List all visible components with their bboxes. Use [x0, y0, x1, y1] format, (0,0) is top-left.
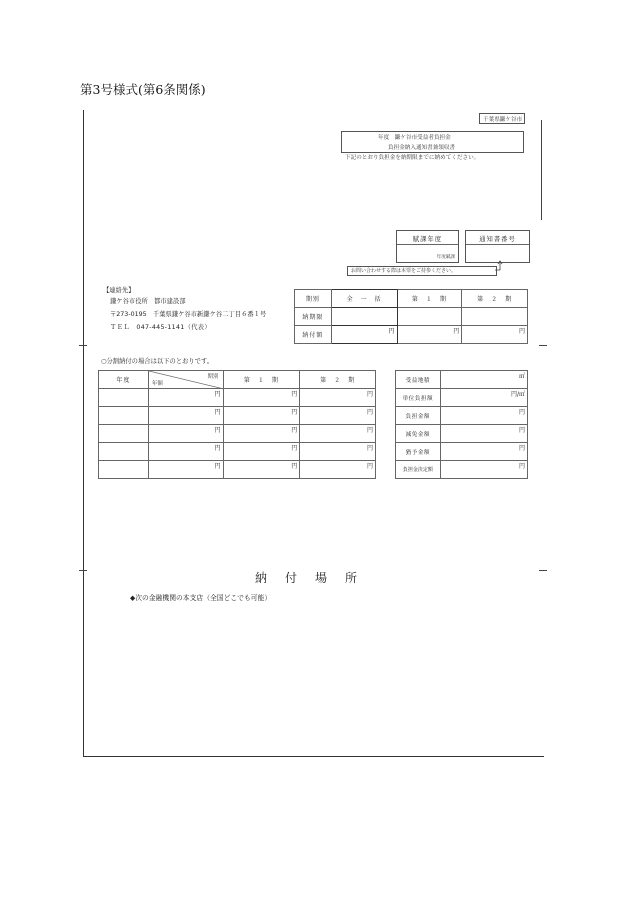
table-row: 円 円 円	[99, 407, 376, 425]
detail-label: 猶予金額	[396, 443, 441, 461]
installment-table	[98, 370, 376, 479]
instruction-text: 下記のとおり負担金を納期限までに納めてください。	[345, 155, 480, 161]
col-second-term: 第 ２ 期	[462, 290, 528, 308]
notice-title-box	[341, 131, 524, 153]
contact-office: 鎌ケ谷市役所 都市建設部	[110, 298, 186, 305]
table-row: 円 円 円	[99, 443, 376, 461]
details-table	[395, 370, 528, 479]
col-second-term: 第 ２ 期	[300, 371, 376, 389]
col-annual-amount: 年額	[151, 381, 163, 387]
detail-unit: 円/㎡	[440, 389, 527, 407]
due-date-cell	[331, 308, 397, 326]
col-lump-sum: 全 一 括	[331, 290, 397, 308]
detail-unit: 円	[440, 407, 527, 425]
city-seal-label: 千葉県鎌ケ谷市	[479, 113, 525, 124]
left-tick-mark	[79, 345, 87, 346]
col-fiscal-year: 年度	[99, 371, 149, 389]
inquiry-note-box	[347, 266, 497, 276]
fiscal-year-box	[396, 230, 459, 263]
detail-unit: 円	[440, 461, 527, 479]
payment-table	[294, 289, 528, 344]
amount-unit: 円	[462, 326, 528, 344]
table-row: 円 円 円	[99, 425, 376, 443]
notice-number-label: 通知書番号	[479, 236, 516, 243]
fiscal-year-sub: 年度賦課	[436, 255, 455, 260]
inquiry-note: お問い合わせする際は本票をご持参ください。	[351, 268, 457, 274]
table-row: 円 円 円	[99, 461, 376, 479]
installment-note: ○分割納付の場合は以下のとおりです。	[101, 358, 214, 365]
table-row: 円 円 円	[99, 389, 376, 407]
contact-tel: ＴＥＬ 047-445-1141（代表）	[110, 324, 211, 331]
amount-unit: 円	[397, 326, 462, 344]
col-first-term: 第 １ 期	[223, 371, 300, 389]
row-label-period: 期別	[295, 290, 332, 308]
right-margin-line	[541, 120, 542, 220]
detail-unit: 円	[440, 443, 527, 461]
detail-label: 負担金額	[396, 407, 441, 425]
detail-label: 減免金額	[396, 425, 441, 443]
period-amount-header	[148, 371, 223, 389]
detail-label: 負担金決定額	[396, 461, 441, 479]
right-tick-mark	[539, 345, 547, 346]
due-date-cell	[462, 308, 528, 326]
detail-unit: 円	[440, 425, 527, 443]
detail-label: 単位負担額	[396, 389, 441, 407]
payment-place-title: 納付場所	[254, 571, 375, 585]
contact-title: 【連絡先】	[103, 287, 135, 294]
fiscal-year-label: 賦課年度	[412, 236, 443, 243]
form-heading: 第3号様式(第6条関係)	[80, 82, 206, 97]
detail-unit: ㎡	[440, 371, 527, 389]
amount-unit: 円	[331, 326, 397, 344]
contact-address: 〒273-0195 千葉県鎌ケ谷市新鎌ケ谷二丁目６番１号	[110, 311, 267, 318]
row-label-due-date: 納期限	[295, 308, 332, 326]
inquiry-arrow-icon	[494, 260, 506, 274]
notice-title-line1: 年度 鎌ケ谷市受益者負担金	[378, 135, 451, 141]
notice-title-line2: 負担金納入通知書兼領収書	[388, 145, 456, 151]
col-period: 期別	[207, 374, 219, 380]
detail-label: 受益地積	[396, 371, 441, 389]
col-first-term: 第 １ 期	[397, 290, 462, 308]
bank-note: ◆次の金融機関の本支店（全国どこでも可能）	[130, 594, 272, 602]
notice-number-box	[465, 230, 530, 263]
row-label-amount: 納付額	[295, 326, 332, 344]
due-date-cell	[397, 308, 462, 326]
